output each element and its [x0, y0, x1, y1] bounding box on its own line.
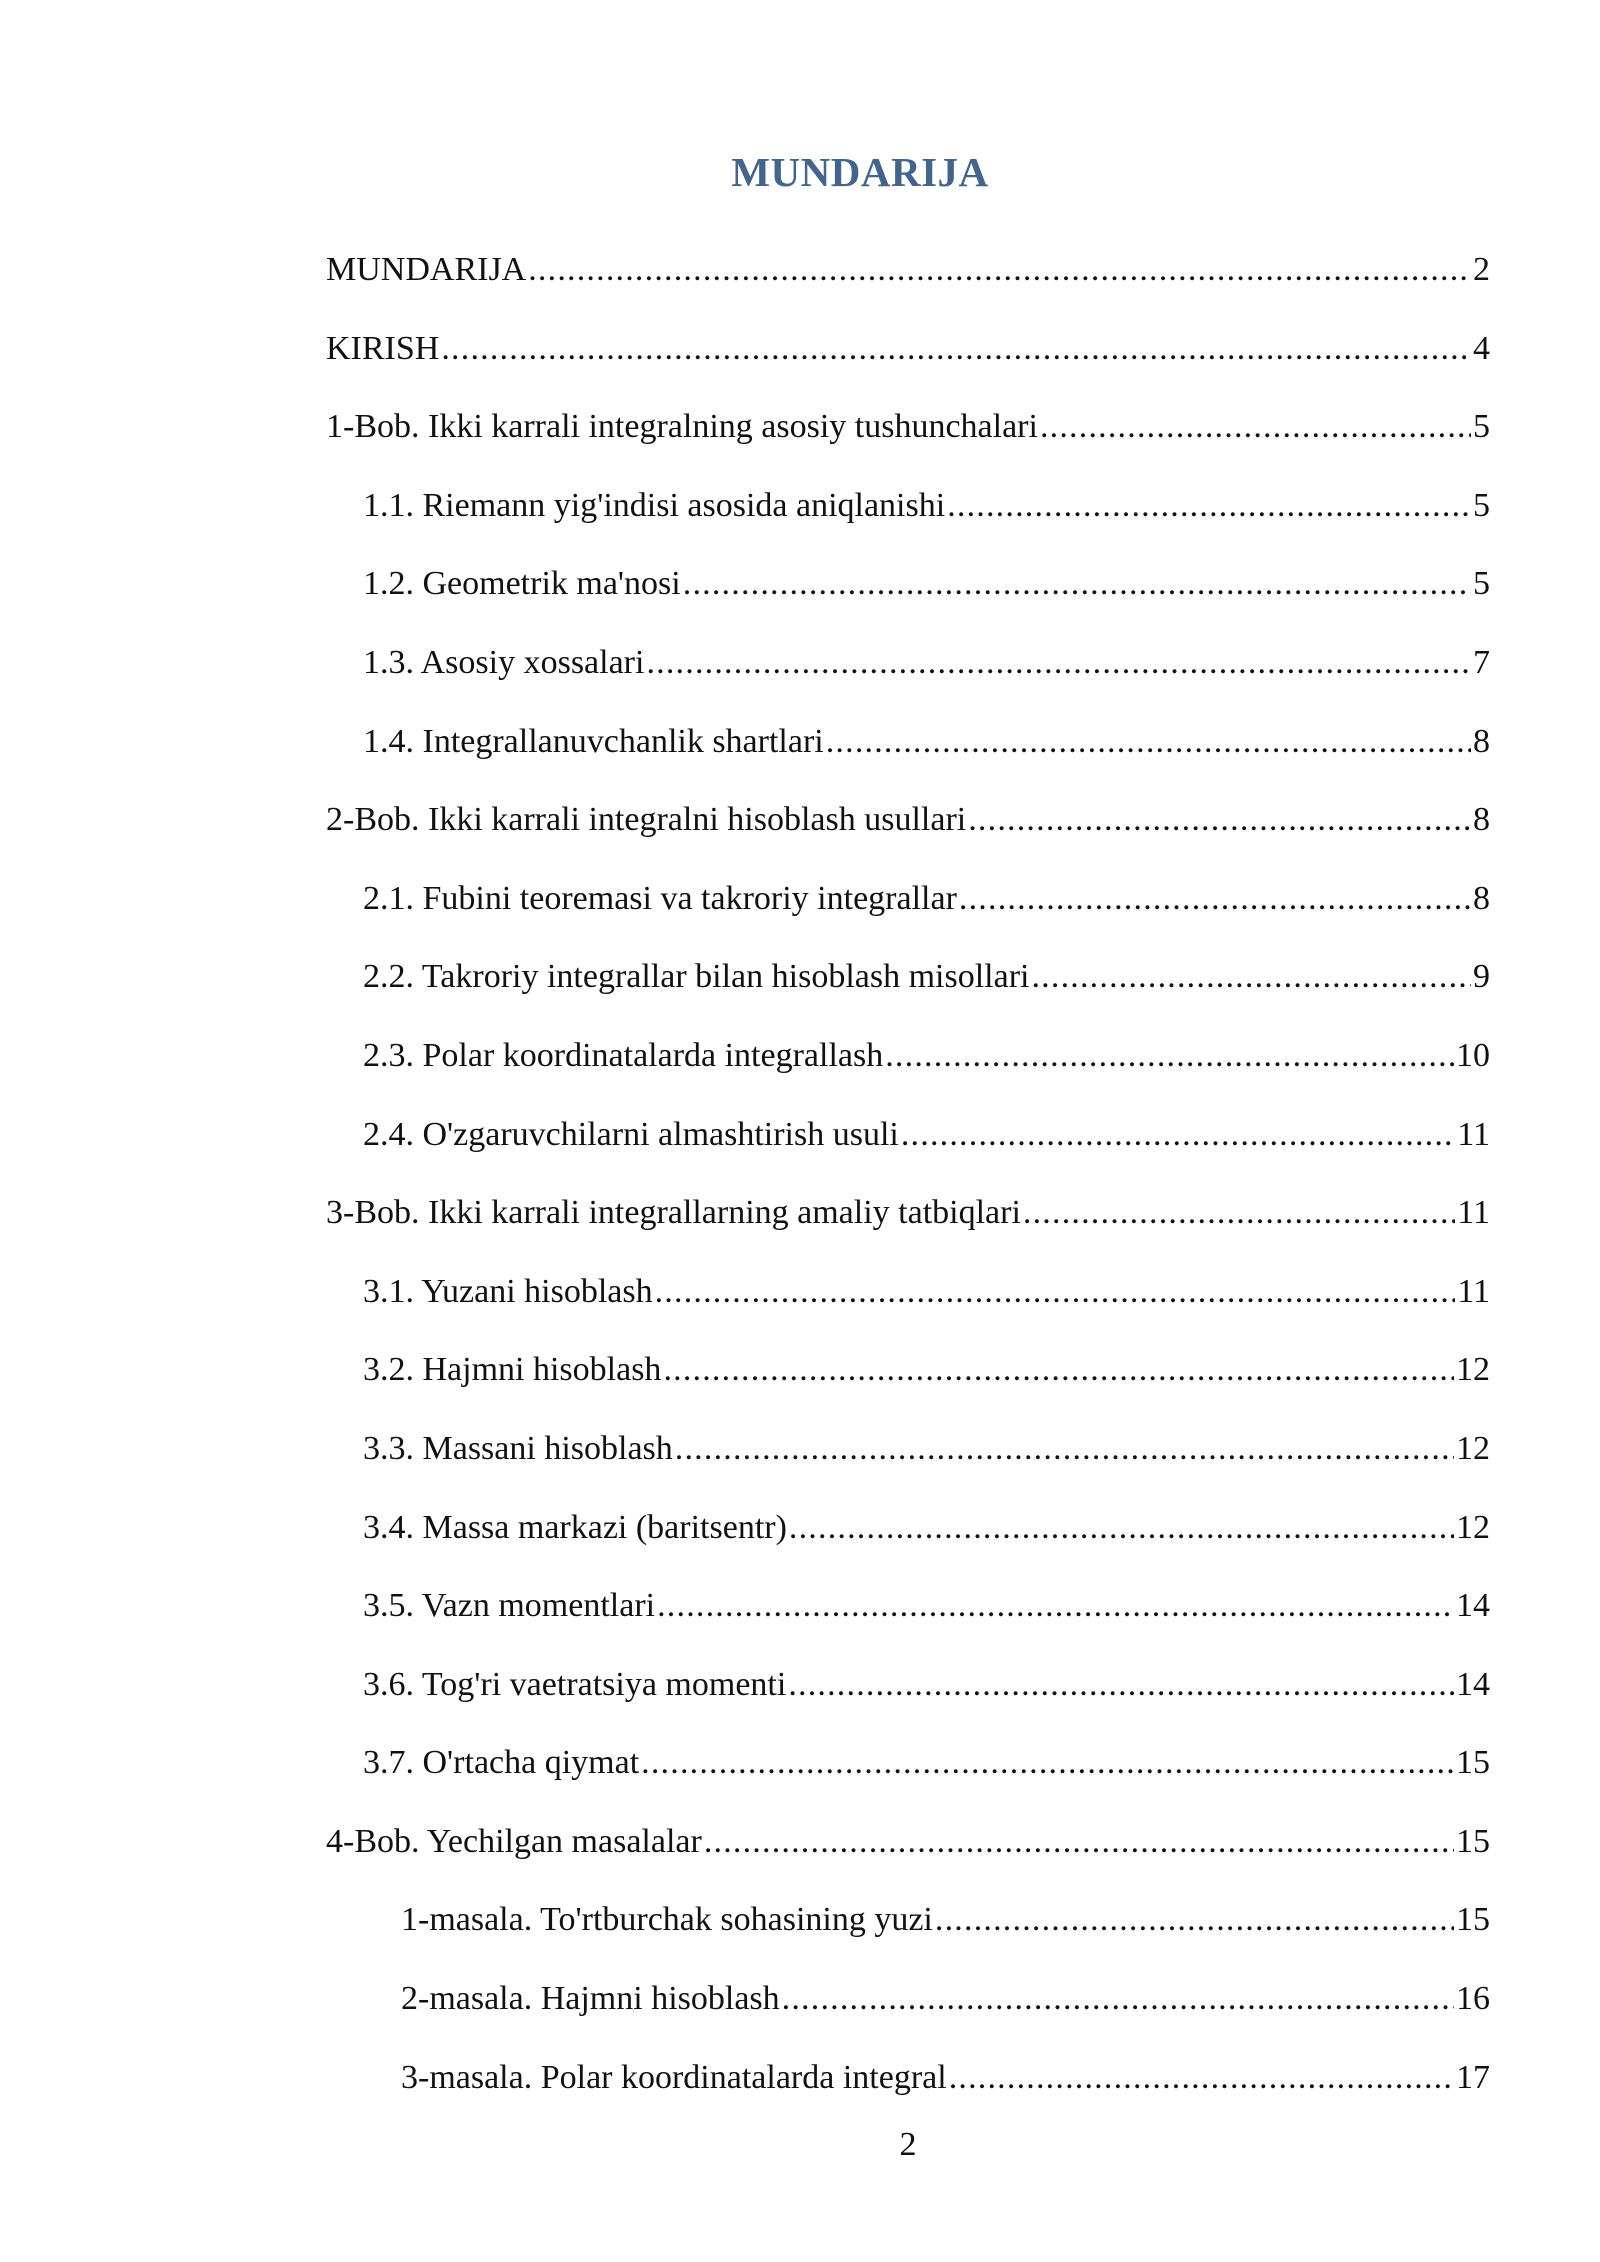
toc-entry-page: 5: [1473, 408, 1490, 446]
toc-entry-label: 3.4. Massa markazi (baritsentr): [363, 1508, 787, 1546]
toc-entry-label: 3.6. Tog'ri vaetratsiya momenti: [363, 1665, 787, 1703]
toc-entry-page: 11: [1457, 1115, 1490, 1153]
toc-entry-label: 2.4. O'zgaruvchilarni almashtirish usuli: [363, 1115, 899, 1153]
toc-entry[interactable]: [326, 324, 1490, 403]
toc-entry-label: 1.2. Geometrik ma'nosi: [363, 565, 681, 603]
toc-entry-label: 3.2. Hajmni hisoblash: [363, 1351, 662, 1389]
toc-entry-page: 4: [1473, 329, 1490, 367]
toc-entry[interactable]: [326, 1581, 1490, 1660]
toc-entry[interactable]: [326, 1895, 1490, 1974]
toc-entry-label: 1.4. Integrallanuvchanlik shartlari: [363, 722, 824, 760]
toc-entry-label: 2-masala. Hajmni hisoblash: [401, 1980, 780, 2018]
toc-entry[interactable]: [326, 1424, 1490, 1503]
toc-entry[interactable]: [326, 2053, 1490, 2132]
toc-entry[interactable]: [326, 1188, 1490, 1267]
toc-entry-page: 15: [1456, 1822, 1490, 1860]
toc-entry[interactable]: [326, 481, 1490, 560]
toc-entry-page: 7: [1473, 643, 1490, 681]
toc-dot-leader: [704, 1817, 1454, 1867]
toc-dot-leader: [1040, 402, 1471, 452]
toc-entry-page: 11: [1457, 1194, 1490, 1232]
toc-entry-label: 3.5. Vazn momentlari: [363, 1587, 656, 1625]
toc-entry-label: KIRISH: [326, 329, 440, 367]
toc-entry-page: 12: [1456, 1429, 1490, 1467]
toc-entry-page: 9: [1473, 958, 1490, 996]
toc-entry-page: 11: [1457, 1272, 1490, 1310]
toc-entry[interactable]: [326, 1031, 1490, 1110]
toc-entry-label: 1.1. Riemann yig'indisi asosida aniqlanishi: [363, 486, 946, 524]
toc-entry-page: 10: [1456, 1036, 1490, 1074]
toc-entry-label: 3.7. O'rtacha qiymat: [363, 1744, 640, 1782]
toc-dot-leader: [655, 1267, 1456, 1317]
toc-entry[interactable]: [326, 402, 1490, 481]
toc-entry[interactable]: [326, 1267, 1490, 1346]
toc-dot-leader: [657, 1581, 1454, 1631]
toc-entry-page: 12: [1456, 1351, 1490, 1389]
toc-entry-label: 2-Bob. Ikki karrali integralni hisoblash usullari: [326, 801, 967, 839]
toc-dot-leader: [826, 717, 1471, 767]
toc-entry[interactable]: [326, 559, 1490, 638]
toc-dot-leader: [683, 559, 1471, 609]
toc-entry-label: 2.1. Fubini teoremasi va takroriy integrallar: [363, 879, 957, 917]
toc-dot-leader: [885, 1031, 1454, 1081]
toc-dot-leader: [663, 1345, 1454, 1395]
toc-entry[interactable]: [326, 1738, 1490, 1817]
toc-entry-label: 3-Bob. Ikki karrali integrallarning amaliy tatbiqlari: [326, 1194, 1021, 1232]
toc-entry-page: 16: [1456, 1980, 1490, 2018]
toc-dot-leader: [641, 1738, 1454, 1788]
toc-entry-page: 8: [1473, 801, 1490, 839]
toc-entry-page: 14: [1456, 1665, 1490, 1703]
toc-entry[interactable]: [326, 1974, 1490, 2053]
toc-entry-label: 3-masala. Polar koordinatalarda integral: [401, 2058, 947, 2096]
toc-entry[interactable]: [326, 717, 1490, 796]
toc-entry[interactable]: [326, 1110, 1490, 1189]
toc-dot-leader: [789, 1503, 1454, 1553]
toc-entry-page: 14: [1456, 1587, 1490, 1625]
toc-dot-leader: [968, 795, 1471, 845]
toc-dot-leader: [782, 1974, 1454, 2024]
toc-entry[interactable]: [326, 795, 1490, 874]
toc-entry[interactable]: [326, 638, 1490, 717]
page-title: MUNDARIJA: [731, 149, 989, 195]
toc-entry[interactable]: [326, 874, 1490, 953]
toc-entry-label: 2.2. Takroriy integrallar bilan hisoblash misollari: [363, 958, 1030, 996]
page-number: 2: [899, 2126, 917, 2163]
toc-entry[interactable]: [326, 1660, 1490, 1739]
toc-entry-label: MUNDARIJA: [326, 251, 527, 288]
toc-entry-page: 15: [1456, 1901, 1490, 1939]
toc-dot-leader: [901, 1110, 1455, 1160]
toc-dot-leader: [1031, 952, 1471, 1002]
toc-dot-leader: [959, 874, 1471, 924]
toc-dot-leader: [441, 324, 1471, 374]
toc-entry-label: 1-Bob. Ikki karrali integralning asosiy tushunchalari: [326, 408, 1038, 446]
toc-dot-leader: [1023, 1188, 1455, 1238]
toc-entry-label: 1.3. Asosiy xossalari: [363, 643, 645, 681]
toc-entry-page: 5: [1473, 565, 1490, 603]
toc-entry[interactable]: [326, 1345, 1490, 1424]
toc-dot-leader: [947, 481, 1471, 531]
toc-entry-label: 4-Bob. Yechilgan masalalar: [326, 1822, 702, 1860]
toc-entry-page: 5: [1473, 486, 1490, 524]
toc-entry[interactable]: [326, 1503, 1490, 1582]
toc-entry-label: 1-masala. To'rtburchak sohasining yuzi: [401, 1901, 933, 1939]
table-of-contents: [326, 245, 1490, 2131]
toc-dot-leader: [646, 638, 1471, 688]
toc-entry-page: 8: [1473, 722, 1490, 760]
toc-entry[interactable]: [326, 1817, 1490, 1896]
toc-dot-leader: [949, 2053, 1454, 2103]
toc-entry-page: 12: [1456, 1508, 1490, 1546]
toc-entry[interactable]: [326, 245, 1490, 324]
toc-entry-label: 3.1. Yuzani hisoblash: [363, 1272, 653, 1310]
toc-entry-page: 8: [1473, 879, 1490, 917]
toc-dot-leader: [935, 1895, 1454, 1945]
toc-entry-label: 3.3. Massani hisoblash: [363, 1429, 673, 1467]
toc-dot-leader: [788, 1660, 1454, 1710]
toc-entry[interactable]: [326, 952, 1490, 1031]
toc-dot-leader: [528, 245, 1471, 295]
toc-entry-page: 2: [1473, 251, 1490, 288]
toc-entry-page: 15: [1456, 1744, 1490, 1782]
toc-entry-page: 17: [1456, 2058, 1490, 2096]
toc-dot-leader: [675, 1424, 1454, 1474]
toc-entry-label: 2.3. Polar koordinatalarda integrallash: [363, 1036, 884, 1074]
